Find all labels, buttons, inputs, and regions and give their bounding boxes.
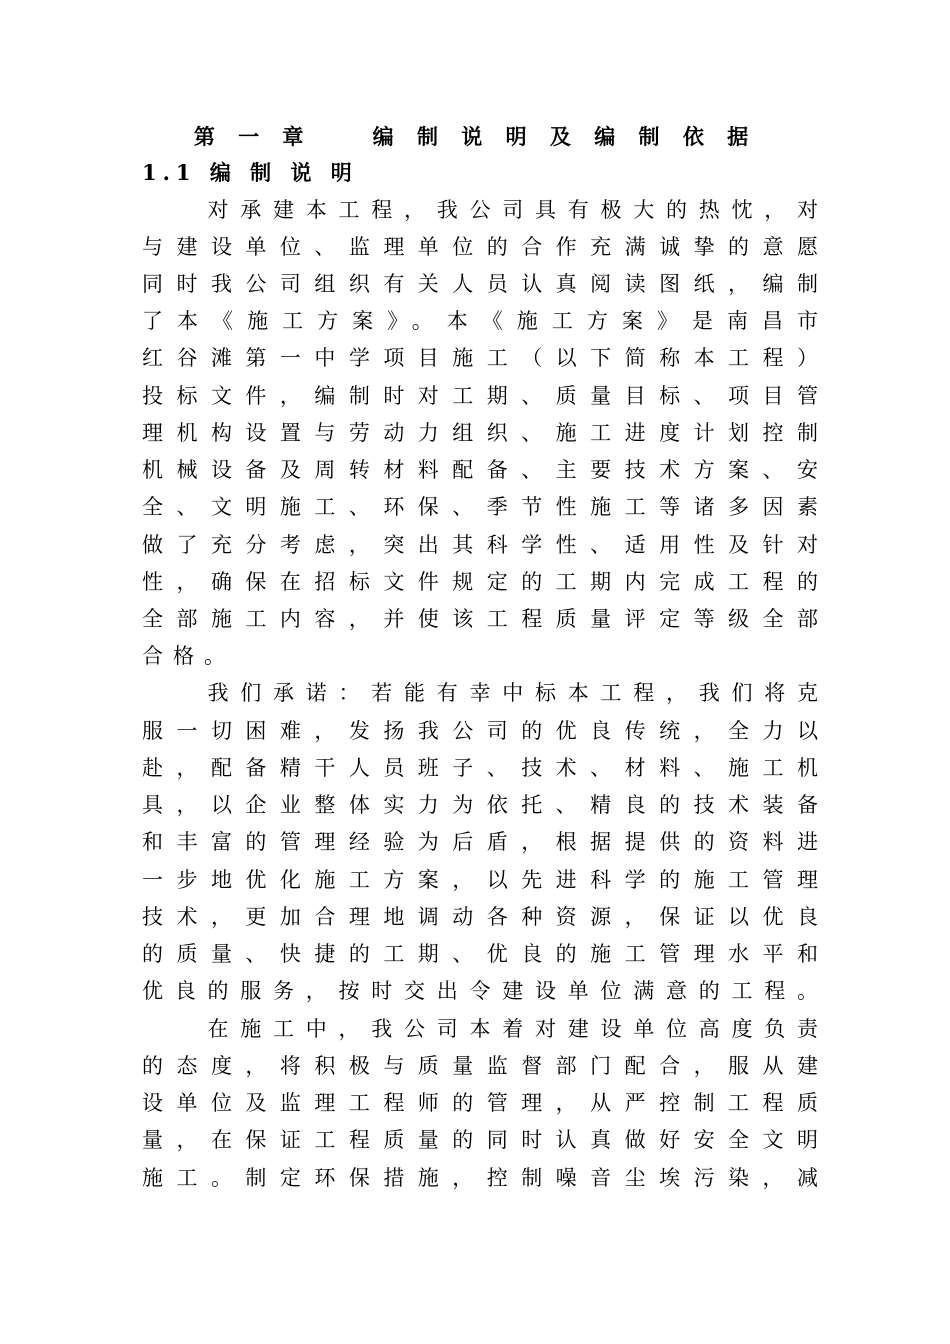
body-line: 优良的服务，按时交出令建设单位满意的工程。 <box>142 979 818 1003</box>
body-line: 投标文件，编制时对工期、质量目标、项目管 <box>142 384 818 408</box>
body-line: 设单位及监理工程师的管理，从严控制工程质 <box>142 1091 818 1115</box>
body-line: 一步地优化施工方案，以先进科学的施工管理 <box>142 868 818 892</box>
body-line: 机械设备及周转材料配备、主要技术方案、安 <box>142 458 818 482</box>
body-line: 量，在保证工程质量的同时认真做好安全文明 <box>142 1128 818 1152</box>
body-line: 的质量、快捷的工期、优良的施工管理水平和 <box>142 942 818 966</box>
body-line: 性，确保在招标文件规定的工期内完成工程的 <box>142 570 818 594</box>
body-line: 的态度，将积极与质量监督部门配合，服从建 <box>142 1054 818 1078</box>
body-line: 全、文明施工、环保、季节性施工等诸多因素 <box>142 495 818 519</box>
body-line: 技术，更加合理地调动各种资源，保证以优良 <box>142 905 818 929</box>
body-line: 了本《施工方案》。本《施工方案》是南昌市 <box>142 309 818 333</box>
body-line: 施工。制定环保措施，控制噪音尘埃污染，减 <box>142 1166 818 1190</box>
body-line: 和丰富的管理经验为后盾，根据提供的资料进 <box>142 830 818 854</box>
chapter-title: 第 一 章 编 制 说 明 及 编 制 依 据 <box>193 124 757 149</box>
body-line: 具，以企业整体实力为依托、精良的技术装备 <box>142 793 818 817</box>
body-line: 同时我公司组织有关人员认真阅读图纸，编制 <box>142 272 818 296</box>
body-line: 赴，配备精干人员班子、技术、材料、施工机 <box>142 756 818 780</box>
body-line: 合格。 <box>142 644 235 668</box>
body-line: 做了充分考虑，突出其科学性、适用性及针对 <box>142 533 818 557</box>
body-line: 对承建本工程，我公司具有极大的热忱，对 <box>142 198 818 222</box>
section-title: 1.1 编 制 说 明 <box>142 160 358 185</box>
body-line: 与建设单位、监理单位的合作充满诚挚的意愿 <box>142 235 818 259</box>
body-line: 理机构设置与劳动力组织、施工进度计划控制 <box>142 421 818 445</box>
body-line: 我们承诺：若能有幸中标本工程，我们将克 <box>142 681 818 705</box>
body-line: 服一切困难，发扬我公司的优良传统，全力以 <box>142 719 818 743</box>
body-line: 全部施工内容，并使该工程质量评定等级全部 <box>142 607 818 631</box>
body-line: 在施工中，我公司本着对建设单位高度负责 <box>142 1017 818 1041</box>
body-line: 红谷滩第一中学项目施工（以下简称本工程） <box>142 346 818 370</box>
